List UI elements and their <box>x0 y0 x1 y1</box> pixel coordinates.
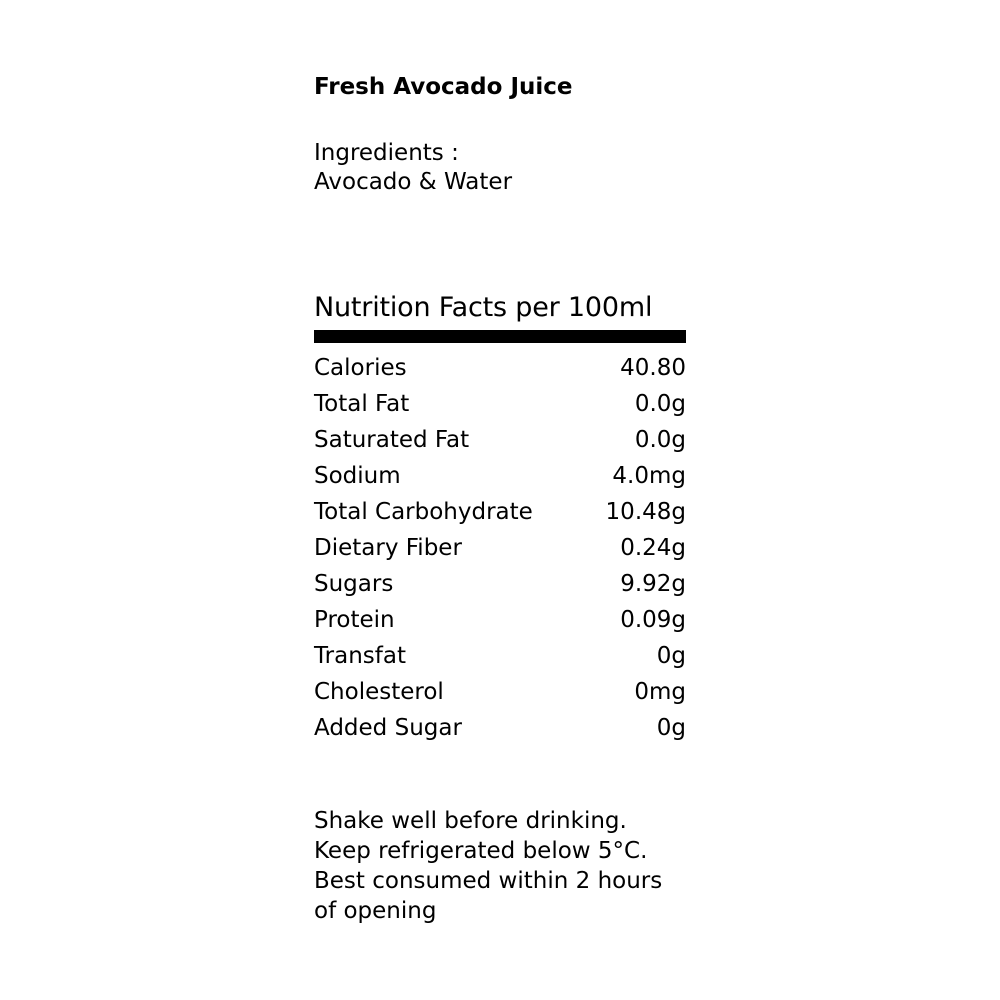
nutrition-divider-bar <box>314 330 686 343</box>
storage-instructions <box>314 806 662 926</box>
instruction-line: Keep refrigerated below 5°C. <box>314 838 648 864</box>
nutrient-name: Cholesterol <box>314 679 444 705</box>
nutrient-name: Saturated Fat <box>314 427 470 453</box>
nutrition-table <box>314 350 686 746</box>
nutrient-name: Transfat <box>314 643 406 669</box>
nutrient-name: Added Sugar <box>314 715 462 741</box>
nutrition-row-sodium <box>314 458 686 494</box>
nutrition-row-cholesterol <box>314 674 686 710</box>
instruction-line: Shake well before drinking. <box>314 808 627 834</box>
nutrient-value: 0.09g <box>620 607 686 633</box>
instruction-line: Best consumed within 2 hours <box>314 868 663 894</box>
nutrient-value: 4.0mg <box>612 463 686 489</box>
nutrient-value: 40.80 <box>620 355 686 381</box>
nutrient-value: 0mg <box>634 679 686 705</box>
nutrient-name: Dietary Fiber <box>314 535 462 561</box>
nutrition-row-total-carbohydrate <box>314 494 686 530</box>
nutrition-row-total-fat <box>314 386 686 422</box>
nutrient-name: Calories <box>314 355 407 381</box>
nutrient-value: 0.0g <box>634 427 686 453</box>
nutrition-row-protein <box>314 602 686 638</box>
nutrient-value: 10.48g <box>605 499 686 525</box>
ingredients-section <box>314 139 512 197</box>
nutrient-name: Total Carbohydrate <box>314 499 533 525</box>
ingredients-list: Avocado & Water <box>314 169 513 195</box>
nutrient-value: 9.92g <box>620 571 686 597</box>
ingredients-label: Ingredients : <box>314 140 459 166</box>
nutrient-name: Sodium <box>314 463 401 489</box>
nutrient-value: 0.24g <box>620 535 686 561</box>
nutrient-value: 0g <box>656 715 686 741</box>
nutrition-row-transfat <box>314 638 686 674</box>
product-title: Fresh Avocado Juice <box>314 74 573 100</box>
nutrition-row-calories <box>314 350 686 386</box>
nutrient-name: Sugars <box>314 571 394 597</box>
nutrition-label <box>314 0 686 1000</box>
nutrient-name: Total Fat <box>314 391 410 417</box>
nutrient-name: Protein <box>314 607 395 633</box>
nutrition-row-added-sugar <box>314 710 686 746</box>
nutrition-row-saturated-fat <box>314 422 686 458</box>
instruction-line: of opening <box>314 898 437 924</box>
nutrient-value: 0g <box>656 643 686 669</box>
nutrition-row-sugars <box>314 566 686 602</box>
nutrition-row-dietary-fiber <box>314 530 686 566</box>
nutrient-value: 0.0g <box>634 391 686 417</box>
nutrition-facts-heading: Nutrition Facts per 100ml <box>314 292 653 323</box>
